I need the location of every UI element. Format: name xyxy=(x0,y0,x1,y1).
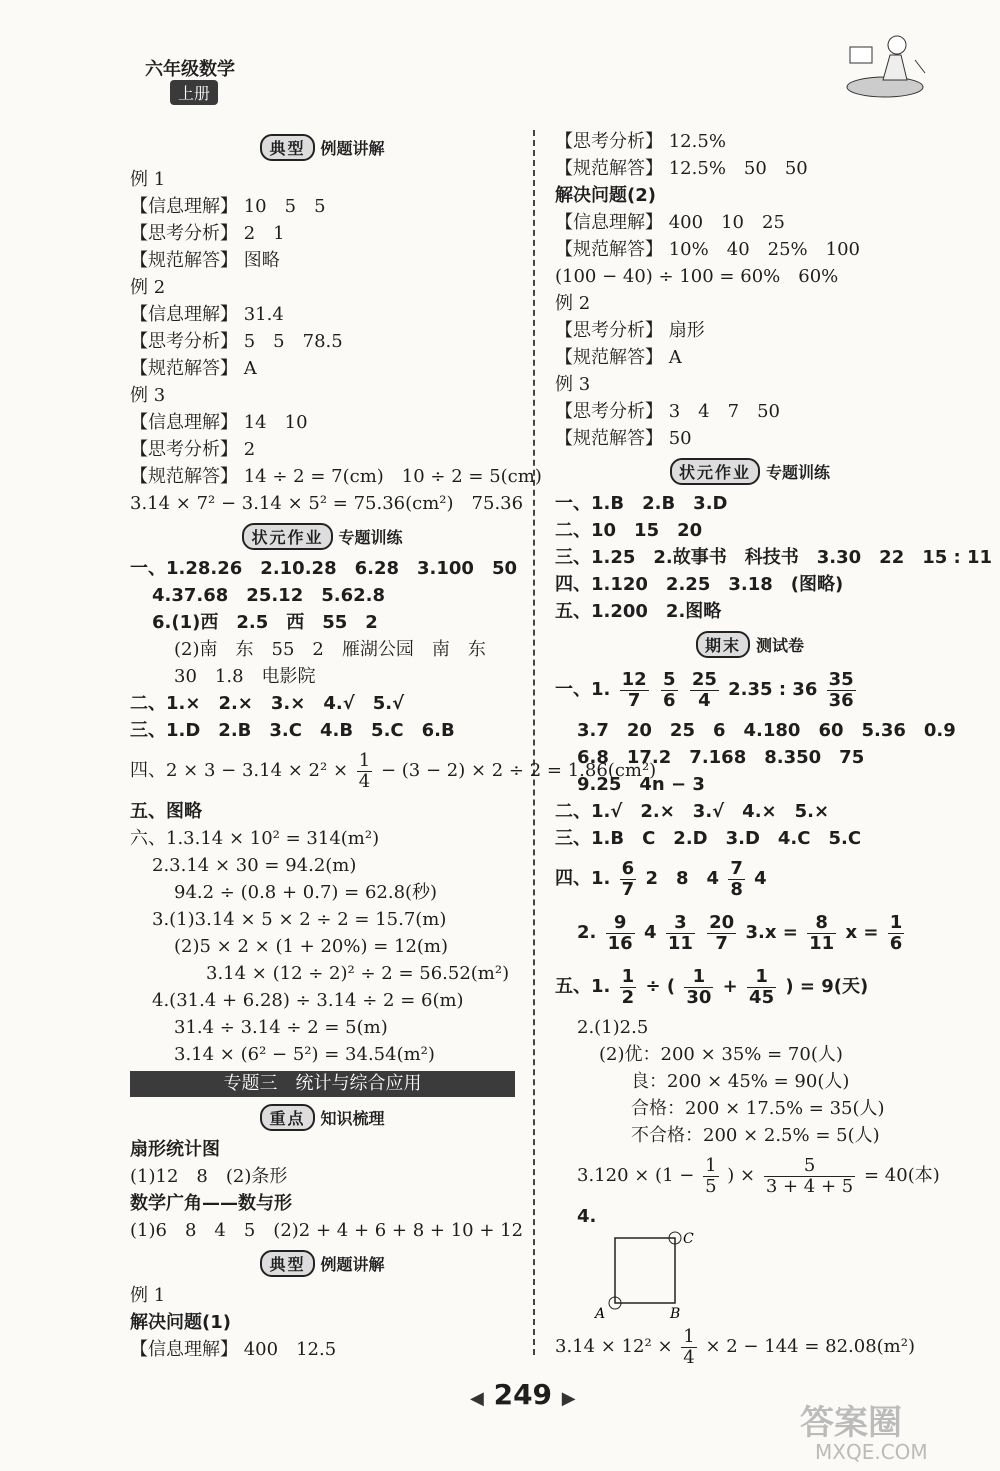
answer-line: 【规范解答】 14 ÷ 2 = 7(cm) 10 ÷ 2 = 5(cm) xyxy=(130,466,542,487)
formula-line: 4.(31.4 + 6.28) ÷ 3.14 ÷ 2 = 6(m) xyxy=(152,990,464,1011)
section-heading xyxy=(555,454,945,488)
section-subtitle: 测试卷 xyxy=(756,635,805,655)
answer-line: 【信息理解】 10 5 5 xyxy=(130,196,326,217)
example-label: 例 1 xyxy=(130,169,166,190)
answer-line: 五、1.200 2.图略 xyxy=(555,601,722,622)
answer-line: 【规范解答】 图略 xyxy=(130,250,280,271)
example-label: 例 2 xyxy=(555,293,591,314)
answer-line: 【思考分析】 2 1 xyxy=(130,223,285,244)
answer-line: 【思考分析】 5 5 78.5 xyxy=(130,331,343,352)
answer-line: 【规范解答】 10% 40 25% 100 xyxy=(555,239,861,260)
formula-line: 四、2 × 3 − 3.14 × 2² × $\frac{1}{4}$ − (3 − 2) × 2 ÷ 2 = 1.86(cm²) xyxy=(130,749,657,792)
answer-line: 【信息理解】 400 10 25 xyxy=(555,212,785,233)
square-diagram xyxy=(585,1230,725,1320)
answer-line: 二、10 15 20 xyxy=(555,520,703,541)
section-badge: 期末 xyxy=(696,631,750,658)
topic-heading: 数学广角——数与形 xyxy=(130,1193,292,1214)
formula-line: 四、1. $\frac{6}{7}$ 2 8 4 $\frac{7}{8}$ 4 xyxy=(555,857,767,900)
answer-line: 【思考分析】 2 xyxy=(130,439,256,460)
chapter-bar: 专题三 统计与综合应用 xyxy=(130,1071,515,1097)
volume-tag: 上册 xyxy=(170,80,218,105)
answer-line: 4.37.68 25.12 5.62.8 xyxy=(152,585,386,606)
page-number: ◀ 249 ▶ xyxy=(470,1378,576,1411)
section-subtitle: 例题讲解 xyxy=(320,138,385,158)
point-label: C xyxy=(683,1231,694,1247)
answer-line: 良：200 × 45% = 90(人) xyxy=(631,1071,850,1092)
section-badge: 典型 xyxy=(260,1250,314,1277)
answer-line: 一、1.28.26 2.10.28 6.28 3.100 50 xyxy=(130,558,517,579)
answer-line: 6.(1)西 2.5 西 55 2 xyxy=(152,612,378,633)
answer-line: 4. xyxy=(577,1206,597,1227)
left-arrow-icon: ◀ xyxy=(470,1388,484,1409)
topic-heading: 扇形统计图 xyxy=(130,1139,220,1160)
formula-line: (100 − 40) ÷ 100 = 60% 60% xyxy=(555,266,839,287)
section-badge: 状元作业 xyxy=(670,458,760,485)
answer-line: 三、1.B C 2.D 3.D 4.C 5.C xyxy=(555,828,862,849)
answer-line: 合格：200 × 17.5% = 35(人) xyxy=(631,1098,885,1119)
formula-line: (2)5 × 2 × (1 + 20%) = 12(m) xyxy=(174,936,449,957)
example-label: 例 2 xyxy=(130,277,166,298)
answer-line: 三、1.25 2.故事书 科技书 3.30 22 15 : 11 xyxy=(555,547,993,568)
section-heading xyxy=(555,627,945,661)
formula-line: 3.120 × (1 − $\frac{1}{5}$ ) × $\frac{5}{3 + 4 + 5}$ = 40(本) xyxy=(577,1154,940,1197)
watermark: 答案圈 xyxy=(800,1403,902,1443)
section-heading xyxy=(130,1100,515,1134)
answer-line: 二、1.√ 2.× 3.√ 4.× 5.× xyxy=(555,801,830,822)
point-label: B xyxy=(670,1306,681,1320)
formula-line: 3.(1)3.14 × 5 × 2 ÷ 2 = 15.7(m) xyxy=(152,909,447,930)
answer-line: 【信息理解】 400 12.5 xyxy=(130,1339,337,1360)
section-badge: 典型 xyxy=(260,134,314,161)
answer-line: (1)6 8 4 5 (2)2 + 4 + 6 + 8 + 10 + 12 xyxy=(130,1220,524,1241)
right-arrow-icon: ▶ xyxy=(561,1388,576,1409)
formula-line: 94.2 ÷ (0.8 + 0.7) = 62.8(秒) xyxy=(174,882,438,903)
section-heading xyxy=(130,519,515,553)
example-label: 例 3 xyxy=(555,374,591,395)
answer-line: 9.25 4n − 3 xyxy=(577,774,705,795)
topic-heading: 解决问题(1) xyxy=(130,1312,231,1333)
formula-line: 2.3.14 × 30 = 94.2(m) xyxy=(152,855,357,876)
formula-line: 3.14 × 7² − 3.14 × 5² = 75.36(cm²) 75.36 xyxy=(130,493,524,514)
section-subtitle: 专题训练 xyxy=(766,462,831,482)
section-badge: 重点 xyxy=(260,1104,314,1131)
answer-line: (1)12 8 (2)条形 xyxy=(130,1166,288,1187)
page-header xyxy=(0,0,1000,115)
section-subtitle: 知识梳理 xyxy=(320,1108,385,1128)
answer-line: 【规范解答】 A xyxy=(130,358,257,379)
formula-line: 3.14 × (6² − 5²) = 34.54(m²) xyxy=(174,1044,435,1065)
formula-line: 五、1. $\frac{1}{2}$ ÷ ( $\frac{1}{30}$ + $\frac{1}{45}$ ) = 9(天) xyxy=(555,965,869,1008)
column-divider xyxy=(533,130,535,1355)
answer-line: 【规范解答】 A xyxy=(555,347,682,368)
book-title: 六年级数学 xyxy=(145,59,235,80)
right-column xyxy=(555,128,993,1374)
formula-line: 31.4 ÷ 3.14 ÷ 2 = 5(m) xyxy=(174,1017,388,1038)
example-label: 例 1 xyxy=(130,1285,166,1306)
section-badge: 状元作业 xyxy=(242,523,332,550)
section-subtitle: 专题训练 xyxy=(338,527,403,547)
formula-line: 2. $\frac{9}{16}$ 4 $\frac{3}{11}$ $\frac{20}{7}$ 3.x = $\frac{8}{11}$ x = $\frac{1}{6}$ xyxy=(577,911,903,954)
section-heading xyxy=(130,1246,515,1280)
watermark-url: MXQE.COM xyxy=(815,1440,928,1464)
formula-line: 3.14 × (12 ÷ 2)² ÷ 2 = 56.52(m²) xyxy=(206,963,510,984)
square-figure xyxy=(585,1230,725,1320)
reading-child-illustration-icon xyxy=(835,25,930,105)
example-label: 例 3 xyxy=(130,385,166,406)
answer-line: 五、图略 xyxy=(130,801,202,822)
answer-line: 二、1.× 2.× 3.× 4.√ 5.√ xyxy=(130,693,405,714)
section-heading xyxy=(130,130,515,164)
topic-heading: 解决问题(2) xyxy=(555,185,656,206)
formula-line: 六、1.3.14 × 10² = 314(m²) xyxy=(130,828,380,849)
point-label: A xyxy=(595,1306,606,1320)
answer-line: 【信息理解】 31.4 xyxy=(130,304,284,325)
answer-line: 【思考分析】 12.5% xyxy=(555,131,726,152)
answer-line: 2.(1)2.5 xyxy=(577,1017,649,1038)
answer-line: (2)优：200 × 35% = 70(人) xyxy=(599,1044,843,1065)
answer-line: 30 1.8 电影院 xyxy=(174,666,316,687)
answer-line: 【思考分析】 3 4 7 50 xyxy=(555,401,780,422)
formula-line: 3.14 × 12² × $\frac{1}{4}$ × 2 − 144 = 82.08(m²) xyxy=(555,1325,915,1368)
answer-line: 【思考分析】 扇形 xyxy=(555,320,705,341)
section-subtitle: 例题讲解 xyxy=(320,1254,385,1274)
answer-line: 不合格：200 × 2.5% = 5(人) xyxy=(631,1125,880,1146)
formula-line: 一、1. $\frac{12}{7}$ $\frac{5}{6}$ $\frac{25}{4}$ 2.35 : 36 $\frac{35}{36}$ xyxy=(555,668,854,711)
answer-line: (2)南 东 55 2 雁湖公园 南 东 xyxy=(174,639,486,660)
answer-line: 3.7 20 25 6 4.180 60 5.36 0.9 xyxy=(577,720,956,741)
answer-line: 【规范解答】 12.5% 50 50 xyxy=(555,158,808,179)
answer-line: 一、1.B 2.B 3.D xyxy=(555,493,728,514)
answer-line: 【规范解答】 50 xyxy=(555,428,692,449)
fraction: $\frac{1}{4}$ xyxy=(358,749,371,792)
answer-line: 四、1.120 2.25 3.18 (图略) xyxy=(555,574,844,595)
answer-line: 【信息理解】 14 10 xyxy=(130,412,308,433)
answer-line: 三、1.D 2.B 3.C 4.B 5.C 6.B xyxy=(130,720,455,741)
answer-line: 6.8 17.2 7.168 8.350 75 xyxy=(577,747,865,768)
